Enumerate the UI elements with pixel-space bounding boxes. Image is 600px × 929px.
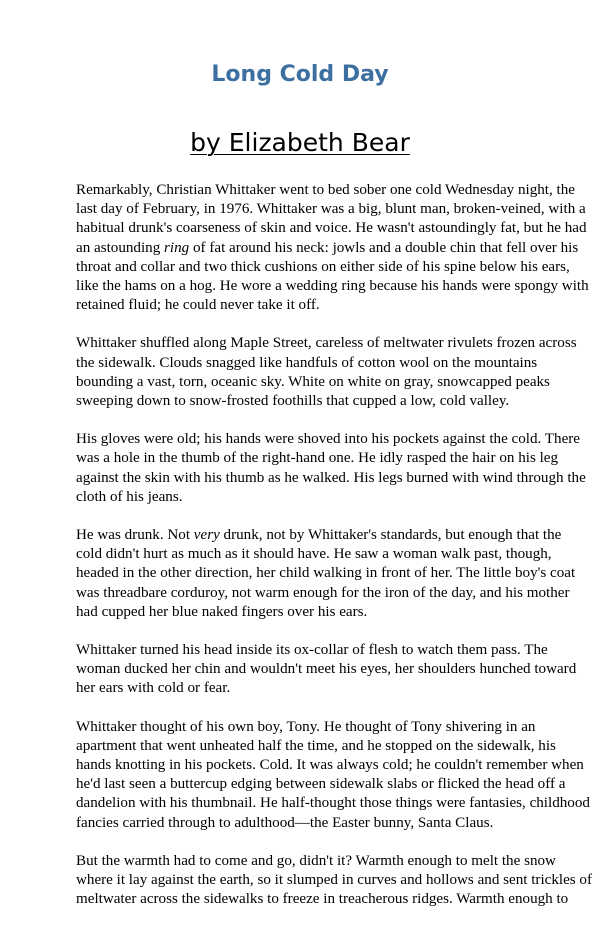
emphasis-text: very [193,527,220,544]
paragraph-line [76,258,570,277]
line-text: he'd last seen a buttercup edging between sidewalk slabs or flicked the head off a [76,776,566,793]
line-text: against the skin with his thumb as he walked. His legs burned with wind through the [76,469,586,486]
paragraph-line [76,488,534,507]
story-body [76,181,592,929]
paragraph-line [76,718,534,737]
line-text: But the warmth had to come and go, didn't it? Warmth enough to melt the snow [76,852,556,869]
paragraph-line [76,564,576,583]
line-text: sweeping down to snow-frosted foothills that cupped a low, cold valley. [76,393,510,410]
paragraph-line [76,181,575,200]
line-text: cloth of his jeans. [76,488,183,505]
story-paragraph [76,430,586,507]
paragraph-line [76,526,562,545]
line-text: meltwater across the sidewalks to freeze in treacherous ridges. Warmth enough to [76,891,569,908]
line-text: dandelion with his thumbnail. He half-thought those things were fantasies, childhood [76,795,590,812]
line-text: hands knotting in his pockets. Cold. It was always cold; he couldn't remember when [76,757,584,774]
line-text: the sidewalk. Clouds snagged like handfuls of cotton wool on the mountains [76,354,538,371]
paragraph-line [76,239,579,258]
line-text: her ears with cold or fear. [76,680,231,697]
story-paragraph [76,641,577,699]
paragraph-line [76,794,590,813]
paragraph-line [76,545,552,564]
line-text: Remarkably, Christian Whittaker went to bed sober one cold Wednesday night, the [76,182,575,198]
paragraph-line [76,852,556,871]
paragraph-line [76,890,569,909]
story-author [0,128,600,157]
paragraph-line [76,584,570,603]
paragraph-line [76,277,589,296]
line-text: of fat around his neck: jowls and a double chin that fell over his [189,239,579,256]
story-paragraph [76,181,589,315]
paragraph-line [76,334,577,353]
paragraph-line [76,296,534,315]
story-paragraph [76,526,576,622]
paragraph-line [76,871,592,890]
line-text: Whittaker thought of his own boy, Tony. He thought of Tony shivering in an [76,718,536,735]
line-text: He was drunk. Not [76,527,194,544]
line-text: throat and collar and two thick cushions on either side of his spine below his ears, [76,258,570,275]
line-text: where it lay against the earth, so it slumped in curves and hollows and sent trickles of [76,872,592,889]
line-text: retained fluid; he could never take it off. [76,297,320,314]
paragraph-line [76,737,556,756]
line-text: fancies carried through to adulthood—the Easter bunny, Santa Claus. [76,814,494,831]
line-text: Whittaker shuffled along Maple Street, careless of meltwater rivulets frozen across [76,335,577,352]
line-text: cold didn't hurt as much as it should have. He saw a woman walk past, though, [76,546,552,563]
line-text: was threadbare corduroy, not warm enough for the iron of the day, and his mother [76,584,570,601]
line-text: His gloves were old; his hands were shoved into his pockets against the cold. There [76,431,580,448]
line-text: Whittaker turned his head inside its ox-collar of flesh to watch them pass. The [76,642,548,659]
line-text: last day of February, in 1976. Whittaker was a big, blunt man, broken-veined, with a [76,201,586,218]
story-paragraph [76,334,577,411]
paragraph-line [76,430,580,449]
paragraph-line [76,775,566,794]
paragraph-line [76,603,534,622]
story-paragraph [76,718,590,833]
paragraph-line [76,756,584,775]
line-text: habitual drunk's coarseness of skin and voice. He wasn't astoundingly fat, but he had [76,220,587,237]
paragraph-line [76,200,586,219]
line-text: headed in the other direction, her child walking in front of her. The little boy's coat [76,565,576,582]
line-text: bounding a vast, torn, oceanic sky. White on white on gray, snowcapped peaks [76,373,550,390]
line-text: like the hams on a hog. He wore a wedding ring because his hands were spongy with [76,278,589,295]
paragraph-line [76,219,587,238]
story-title: Long Cold Day [211,62,389,87]
line-text: an astounding [76,239,165,256]
paragraph-line [76,392,534,411]
paragraph-line [76,469,586,488]
paragraph-line [76,641,548,660]
paragraph-line [76,814,534,833]
line-text: was a hole in the thumb of the right-hand one. He idly rasped the hair on his leg [76,450,559,467]
paragraph-line [76,354,538,373]
paragraph-line [76,449,559,468]
emphasis-text: ring [164,239,190,256]
line-text: drunk, not by Whittaker's standards, but enough that the [219,527,562,544]
line-text: woman ducked her chin and wouldn't meet his eyes, her shoulders hunched toward [76,661,577,678]
paragraph-line [76,373,550,392]
line-text: apartment that went unheated half the time, and he stopped on the sidewalk, his [76,737,556,754]
author-byline: by Elizabeth Bear [190,128,410,157]
story-paragraph [76,852,592,910]
paragraph-line [76,660,577,679]
line-text: had cupped her blue naked fingers over his ears. [76,603,368,620]
paragraph-line [76,679,534,698]
